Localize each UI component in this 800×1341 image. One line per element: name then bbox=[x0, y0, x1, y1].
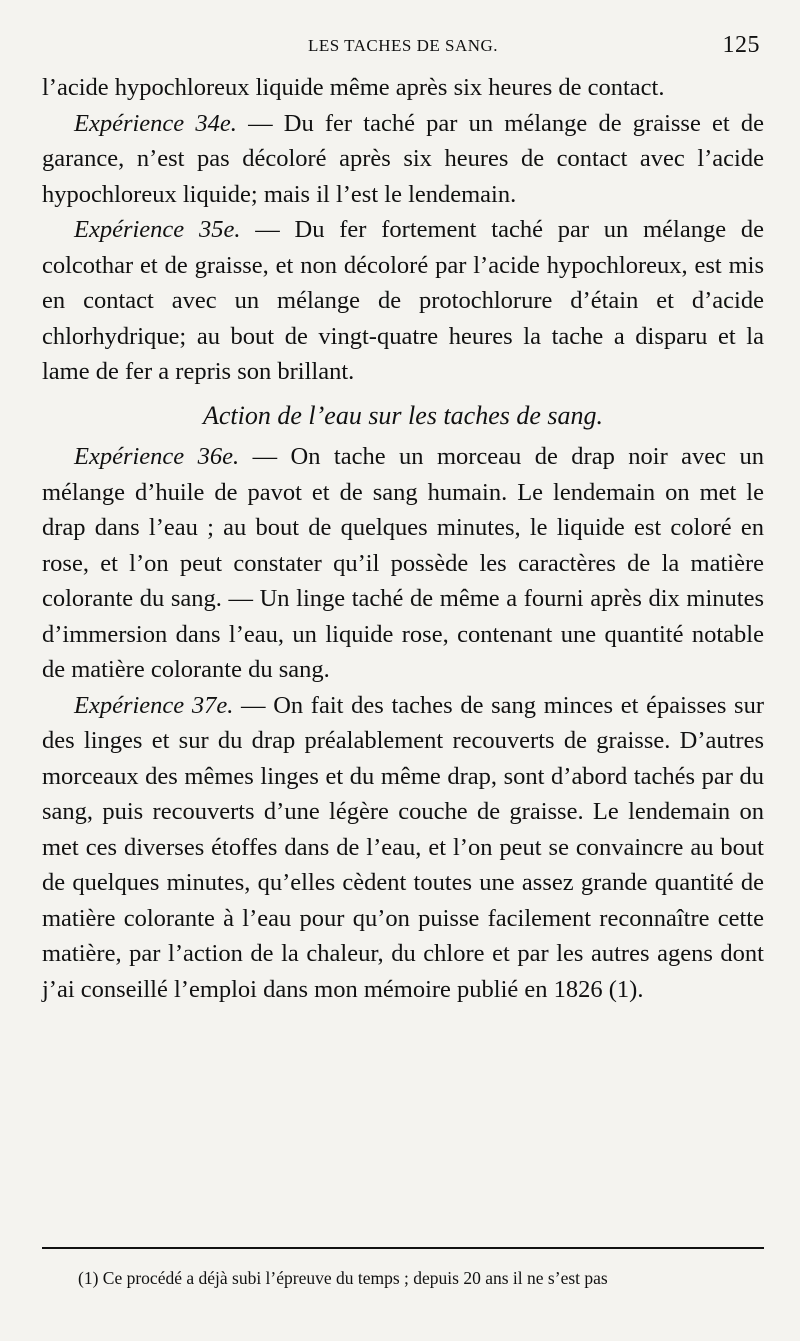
footnote-divider bbox=[42, 1247, 764, 1249]
section-heading: Action de l’eau sur les taches de sang. bbox=[202, 400, 604, 430]
experience-text: — On fait des taches de sang minces et épaisses sur des linges et sur du drap préalablement recouverts de graisse. D’autres morceaux des mêmes linges et du même drap, sont d’abord tachés par du sang, puis recouverts d’une légère couche de graisse. Le lendemain on met ces diverses étoffes dans de l’eau, et l’on peut se convaincre au bout de quelques minutes, qu’elles cèdent toutes une assez grande quantité de matière colorante à l’eau pour qu’on puisse facilement reconnaître cette matière, par l’action de la chaleur, du chlore et par les autres agens dont j’ai conseillé l’emploi dans mon mémoire publié en 1826 (1). bbox=[42, 691, 764, 1003]
paragraph-continuation: l’acide hypochloreux liquide même après six heures de contact. bbox=[42, 74, 665, 101]
experience-label: Expérience 37e. bbox=[74, 691, 234, 719]
body-text bbox=[42, 70, 764, 1007]
paragraph-experience-34 bbox=[42, 106, 764, 213]
experience-text: — On tache un morceau de drap noir avec un mélange d’huile de pavot et de sang humain. Le lendemain on met le drap dans l’eau ; au bout de quelques minutes, le liquide est coloré en rose, et l’on peut constater qu’il possède les caractères de la matière colorante du sang. — Un linge taché de même a fourni après dix minutes d’immersion dans l’eau, un liquide rose, contenant une quantité notable de matière colorante du sang. bbox=[42, 443, 764, 683]
experience-label: Expérience 35e. bbox=[74, 216, 241, 243]
experience-label: Expérience 34e. bbox=[74, 109, 237, 137]
footnote: (1) Ce procédé a déjà subi l’épreuve du temps ; depuis 20 ans il ne s’est pas bbox=[78, 1268, 608, 1288]
page-number: 125 bbox=[722, 32, 760, 58]
experience-text: — Du fer fortement taché par un mélange de colcothar et de graisse, et non décoloré par l’acide hypochloreux, est mis en contact avec un mélange de protochlorure d’étain et d’acide chlorhydrique; au bout de vingt-quatre heures la tache a disparu et la lame de fer a repris son brillant. bbox=[42, 216, 764, 385]
paragraph-experience-37 bbox=[42, 688, 764, 1008]
running-title: LES TACHES DE SANG. bbox=[307, 36, 499, 55]
experience-text: — Du fer taché par un mélange de graisse et de garance, n’est pas décoloré après six heures de contact avec l’acide hypochloreux liquide; mais il l’est le lendemain. bbox=[42, 109, 764, 208]
paragraph-experience-36 bbox=[42, 439, 764, 688]
experience-label: Expérience 36e. bbox=[74, 443, 240, 470]
running-head bbox=[42, 28, 764, 64]
paragraph-experience-35 bbox=[42, 212, 764, 390]
